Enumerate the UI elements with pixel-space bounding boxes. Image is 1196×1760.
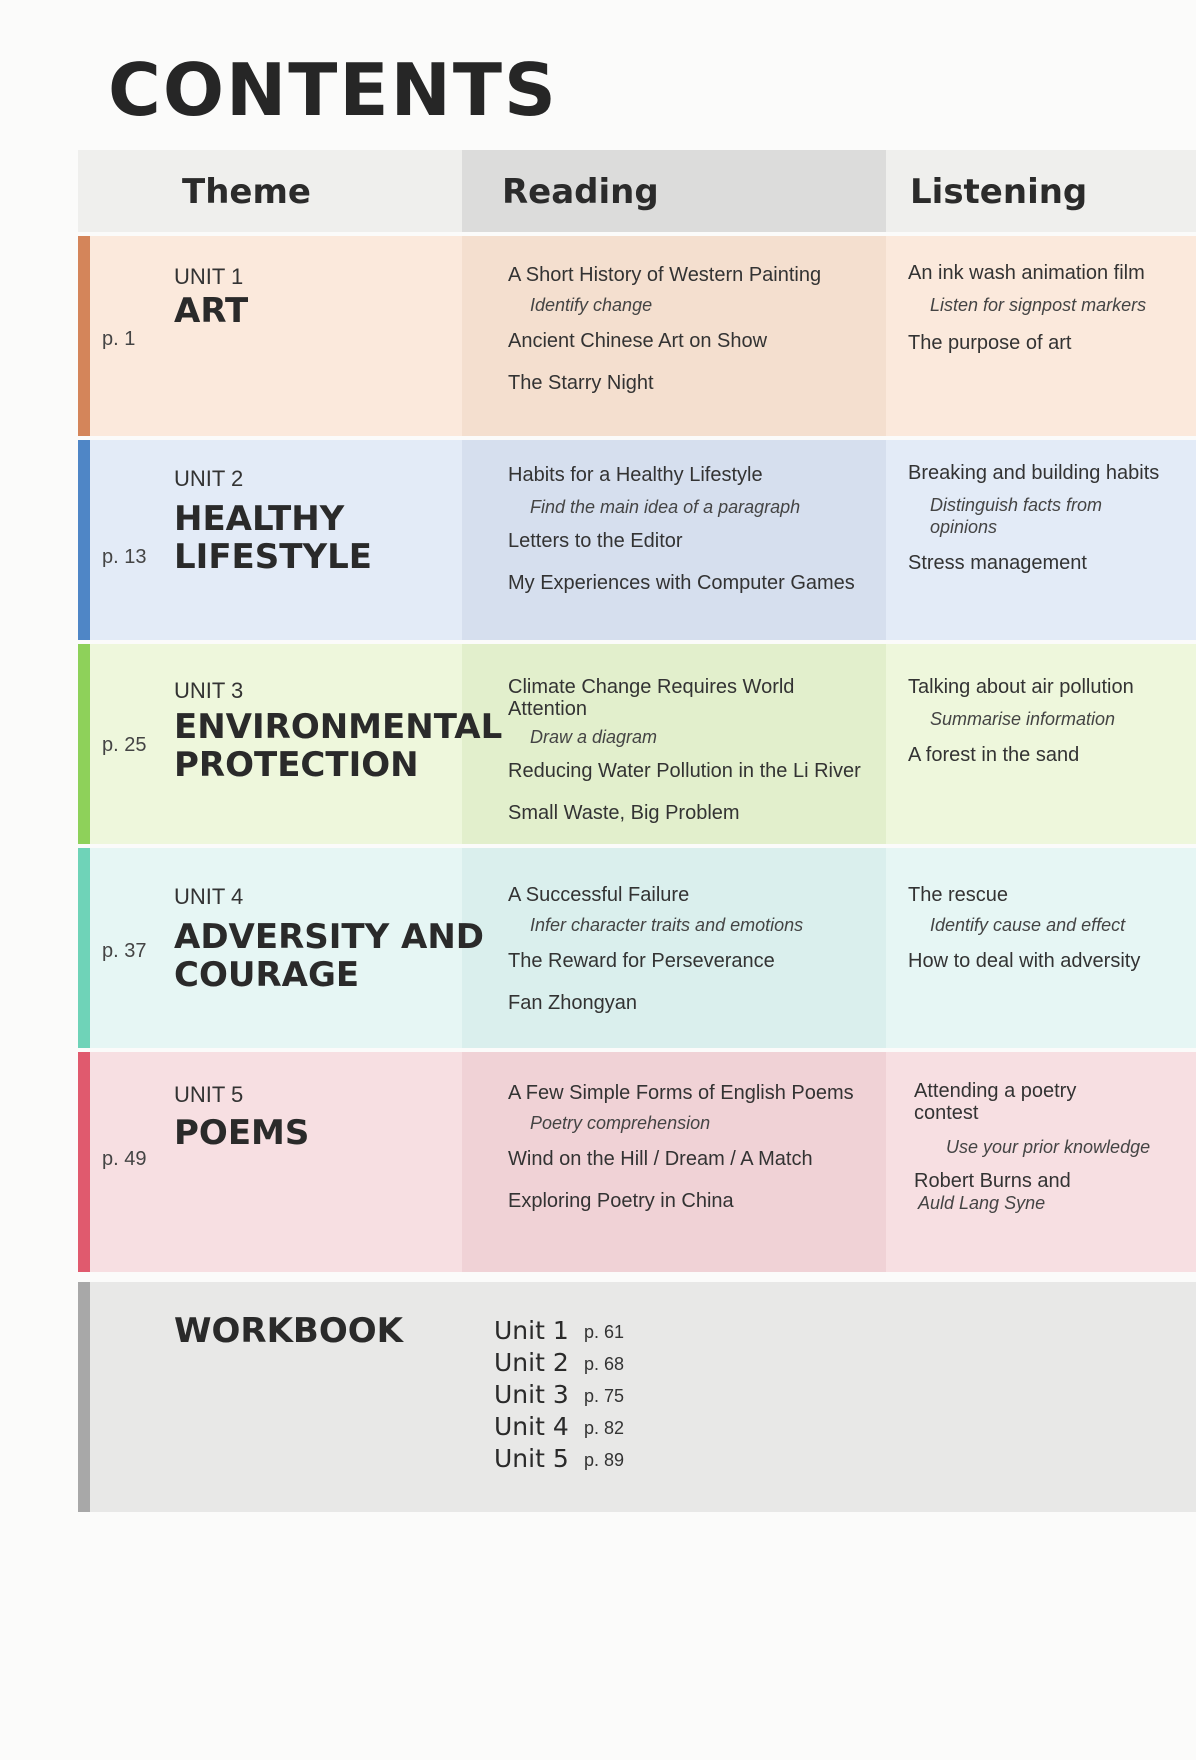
reading-item-2: Wind on the Hill / Dream / A Match (508, 1148, 813, 1170)
reading-item-2: Letters to the Editor (508, 530, 683, 552)
listening-skill: Listen for signpost markers (930, 295, 1147, 315)
listening-skill: Use your prior knowledge (946, 1137, 1151, 1157)
unit-theme: ENVIRONMENTAL PROTECTION (174, 707, 503, 785)
workbook-unit: Unit 1 (494, 1316, 569, 1345)
unit-page[interactable]: p. 37 (102, 940, 147, 962)
unit-label: UNIT 5 (174, 1082, 244, 1107)
header-reading: Reading (502, 172, 659, 212)
listening-item-1: The rescue (908, 884, 1009, 906)
reading-skill: Poetry comprehension (530, 1113, 711, 1133)
workbook-unit: Unit 5 (494, 1444, 569, 1473)
reading-item-2: Ancient Chinese Art on Show (508, 330, 768, 352)
reading-item-2: The Reward for Perseverance (508, 950, 775, 972)
reading-skill: Identify change (530, 295, 653, 315)
listening-item-1: An ink wash animation film (908, 262, 1145, 284)
contents-table (78, 150, 1196, 1512)
reading-item-1: Climate Change Requires World Attention (508, 676, 795, 720)
workbook-unit: Unit 4 (494, 1412, 569, 1441)
unit-theme: POEMS (174, 1113, 310, 1153)
header-listening: Listening (910, 172, 1088, 212)
unit-color-bar (78, 440, 90, 640)
reading-item-3: Fan Zhongyan (508, 992, 637, 1014)
reading-item-3: Small Waste, Big Problem (508, 802, 740, 824)
reading-skill: Draw a diagram (530, 727, 658, 747)
page-title: CONTENTS (108, 48, 558, 132)
listening-skill: Distinguish facts from opinions (930, 495, 1103, 537)
workbook-unit: Unit 2 (494, 1348, 569, 1377)
unit-row-2 (78, 436, 1196, 640)
unit-row-3 (78, 640, 1196, 844)
unit-theme: ART (174, 291, 249, 331)
listening-item-2: Stress management (908, 552, 1087, 574)
unit-label: UNIT 1 (174, 264, 244, 289)
workbook-unit: Unit 3 (494, 1380, 569, 1409)
reading-item-1: Habits for a Healthy Lifestyle (508, 464, 763, 486)
header-theme: Theme (182, 172, 311, 212)
listening-item-2-title: Auld Lang Syne (918, 1193, 1046, 1213)
workbook-page[interactable]: p. 61 (584, 1322, 625, 1342)
unit-page[interactable]: p. 49 (102, 1148, 147, 1170)
reading-item-3: The Starry Night (508, 372, 654, 394)
listening-item-2: Robert Burns and (914, 1170, 1071, 1192)
listening-item-2: A forest in the sand (908, 744, 1080, 766)
unit-row-1 (78, 232, 1196, 436)
workbook-page[interactable]: p. 82 (584, 1418, 625, 1438)
workbook-page[interactable]: p. 75 (584, 1386, 625, 1406)
workbook-row (78, 1282, 1196, 1512)
reading-item-1: A Few Simple Forms of English Poems (508, 1082, 854, 1104)
workbook-color-bar (78, 1282, 90, 1512)
unit-label: UNIT 4 (174, 884, 244, 909)
listening-skill: Summarise information (930, 709, 1116, 729)
unit-row-5 (78, 1048, 1196, 1272)
reading-column-bg (462, 848, 886, 1048)
unit-page[interactable]: p. 13 (102, 546, 147, 568)
unit-page[interactable]: p. 25 (102, 734, 147, 756)
reading-item-3: My Experiences with Computer Games (508, 572, 855, 594)
listening-skill: Identify cause and effect (930, 915, 1126, 935)
workbook-page[interactable]: p. 68 (584, 1354, 625, 1374)
reading-item-1: A Successful Failure (508, 884, 690, 906)
reading-item-2: Reducing Water Pollution in the Li River (508, 760, 861, 782)
unit-label: UNIT 3 (174, 678, 244, 703)
unit-color-bar (78, 644, 90, 844)
unit-page[interactable]: p. 1 (102, 328, 136, 350)
workbook-page[interactable]: p. 89 (584, 1450, 625, 1470)
unit-theme: ADVERSITY AND COURAGE (174, 917, 485, 995)
reading-item-3: Exploring Poetry in China (508, 1190, 734, 1212)
unit-color-bar (78, 1052, 90, 1272)
reading-skill: Find the main idea of a paragraph (530, 497, 801, 517)
workbook-title: WORKBOOK (174, 1311, 404, 1351)
reading-skill: Infer character traits and emotions (530, 915, 804, 935)
listening-item-2: The purpose of art (908, 332, 1072, 354)
unit-color-bar (78, 848, 90, 1048)
listening-item-1: Attending a poetry contest (914, 1080, 1077, 1124)
table-header (78, 150, 1196, 232)
listening-item-1: Talking about air pollution (908, 676, 1134, 698)
unit-color-bar (78, 236, 90, 436)
listening-item-2: How to deal with adversity (908, 950, 1141, 972)
unit-label: UNIT 2 (174, 466, 244, 491)
unit-theme: HEALTHY LIFESTYLE (174, 499, 372, 577)
reading-item-1: A Short History of Western Painting (508, 264, 822, 286)
listening-item-1: Breaking and building habits (908, 462, 1160, 484)
unit-row-4 (78, 844, 1196, 1048)
